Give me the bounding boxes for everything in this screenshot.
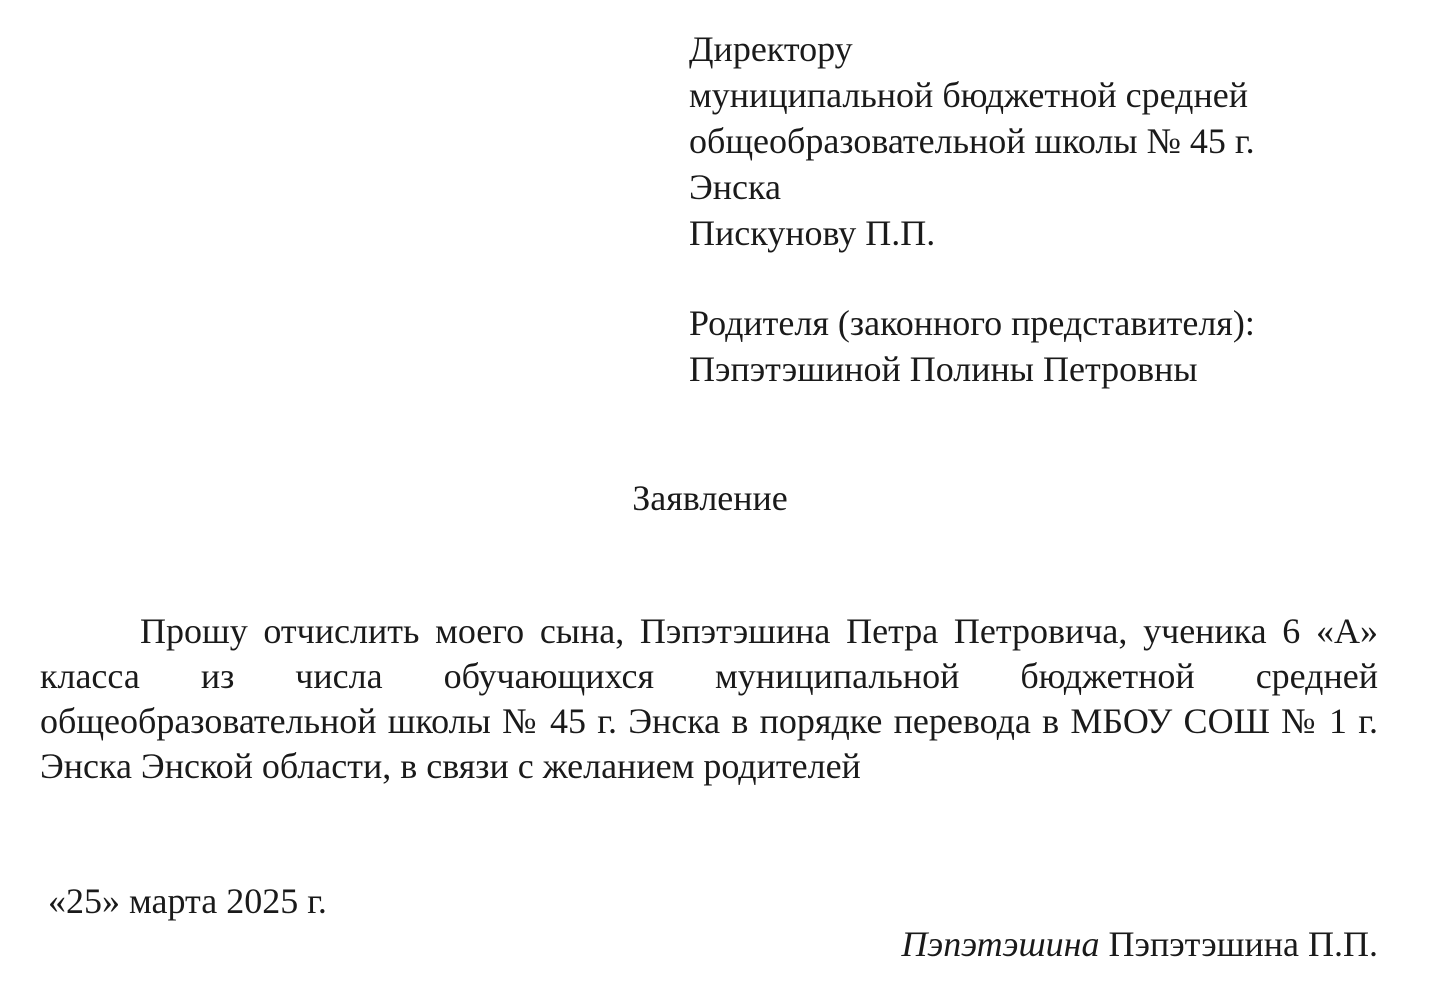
handwritten-signature: Пэпэтэшина — [901, 924, 1100, 964]
document-date: «25» марта 2025 г. — [48, 881, 327, 921]
document-title: Заявление — [632, 478, 788, 518]
addressee-gap — [689, 256, 1389, 300]
addressee-line: Директору — [689, 29, 853, 69]
signature-block — [901, 921, 1378, 967]
signature-name: Пэпэтэшина П.П. — [1108, 924, 1378, 964]
sender-line: Родителя (законного представителя): — [689, 303, 1255, 343]
addressee-block — [689, 26, 1389, 392]
addressee-line: муниципальной бюджетной средней — [689, 75, 1248, 115]
addressee-line: Энска — [689, 167, 781, 207]
application-body: Прошу отчислить моего сына, Пэпэтэшина Петра Петровича, ученика 6 «А» класса из числа обучающихся муниципальной бюджетной средней общеобразовательной школы № 45 г. Энска в порядке перевода в МБОУ СОШ № 1 г. Энска Энской области, в связи с желанием родителей — [40, 611, 1378, 786]
addressee-line: Пискунову П.П. — [689, 213, 936, 253]
sender-line: Пэпэтэшиной Полины Петровны — [689, 349, 1198, 389]
addressee-line: общеобразовательной школы № 45 г. — [689, 121, 1255, 161]
